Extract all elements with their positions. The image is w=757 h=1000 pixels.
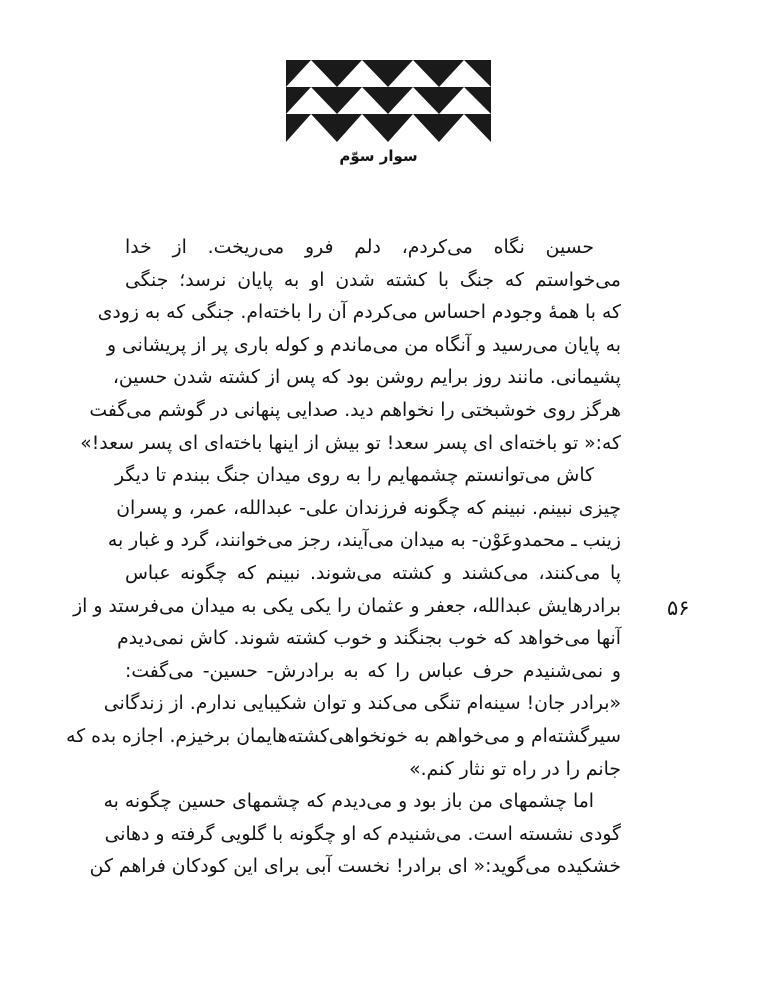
text-line: که:« تو باخته‌ای ای پسر سعد! تو بیش از اینها باخته‌ای ای پسر سعد!» xyxy=(80,432,621,454)
text-line: پشیمانی. مانند روز برایم روشن بود که پس از کشته شدن حسین، xyxy=(112,367,621,389)
text-line: و نمی‌شنیدم حرف عباس را که به برادرش- حسین- می‌گفت: xyxy=(125,660,621,682)
text-line: خشکیده می‌گوید:« ای برادر! نخست آبی برای این کودکان فراهم کن xyxy=(89,856,621,878)
text-line: کاش می‌توانستم چشمهایم را به روی میدان جنگ ببندم تا دیگر xyxy=(114,465,594,487)
text-line: هرگز روی خوشبختی را نخواهم دید. صدایی پنهانی در گوشم می‌گفت xyxy=(89,399,621,421)
text-line: اما چشمهای من باز بود و می‌دیدم که چشمهای حسین چگونه به xyxy=(103,791,594,813)
text-line: زینب ـ محمدوعَوْن- به میدان می‌آیند، رجز می‌خوانند، گرد و غبار به xyxy=(107,530,621,552)
body-text xyxy=(66,232,621,884)
text-line: به پایان می‌رسید و آنگاه من می‌ماندم و کوله باری پر از پریشانی و xyxy=(106,334,621,356)
text-line: می‌خواستم که جنگ با کشته شدن او به پایان نرسد؛ جنگی xyxy=(125,269,621,291)
text-line: سیرگشته‌ام و می‌خواهم به خونخواهی‌کشته‌هایمان برخیزم. اجازه بده که xyxy=(66,725,621,747)
text-line: چیزی نبینم. نبینم که چگونه فرزندان علی- عبدالله، عمر، و پسران xyxy=(116,497,621,519)
chapter-title: سوار سوّم xyxy=(339,147,418,165)
text-line: جانم را در راه تو نثار کنم.» xyxy=(409,758,621,780)
text-line: آنها می‌خواهد که خوب بجنگند و خوب کشته شوند. کاش نمی‌دیدم xyxy=(117,628,621,650)
text-line: گودی نشسته است. می‌شنیدم که او چگونه با گلویی گرفته و دهانی xyxy=(104,823,621,845)
text-line: که با همهٔ وجودم احساس می‌کردم آن را باخته‌ام. جنگی که به زودی xyxy=(97,302,621,324)
text-line: پا می‌کنند، می‌کشند و کشته می‌شوند. نبینم که چگونه عباس xyxy=(125,562,621,584)
page-number: ۵۶ xyxy=(667,596,690,620)
text-line: «برادر جان! سینه‌ام تنگی می‌کند و توان شکیبایی ندارم. از زندگانی xyxy=(103,693,621,715)
text-line: حسین نگاه می‌کردم، دلم فرو می‌ریخت. از خدا xyxy=(125,237,594,258)
triangle-ornament xyxy=(286,60,491,142)
text-line: برادرهایش عبدالله، جعفر و عثمان را یکی یکی به میدان می‌فرستد و از xyxy=(73,595,621,617)
